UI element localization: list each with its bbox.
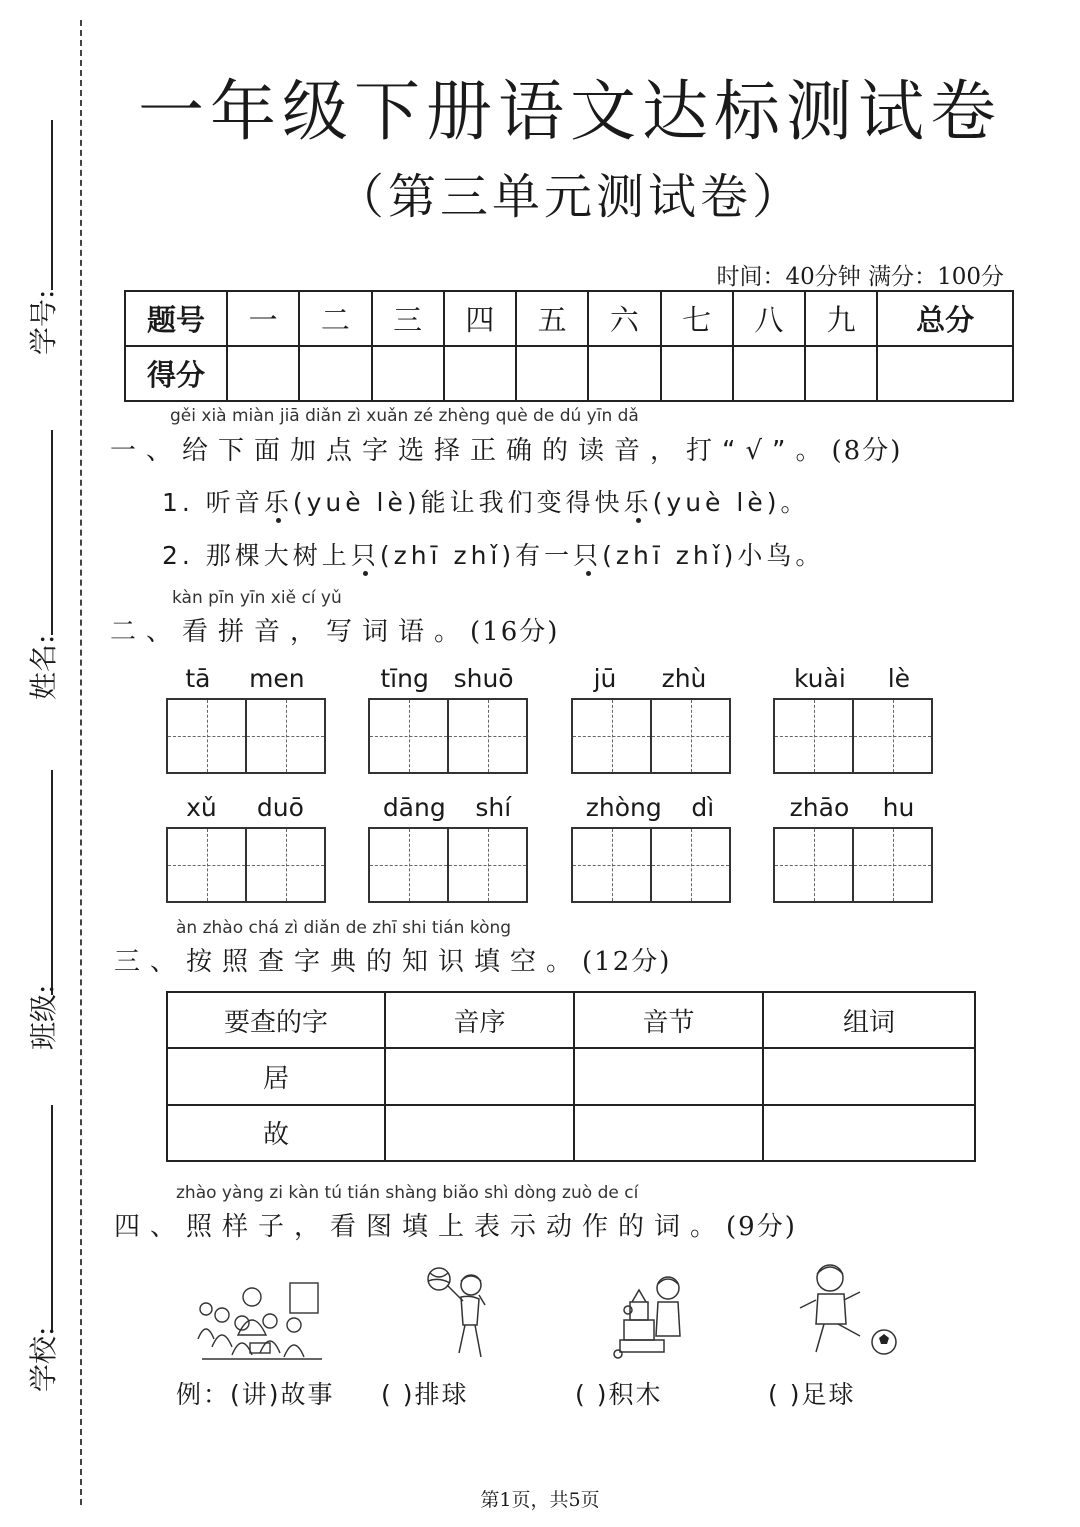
answer-cell[interactable] (574, 1048, 763, 1104)
pinyin-syllable: dì (691, 793, 715, 822)
page-footer: 第1页，共5页 (480, 1489, 600, 1511)
blank-blocks[interactable]: ( )积木 (575, 1380, 663, 1409)
section1-pinyin: gěi xià miàn jiā diǎn zì xuǎn zé zhèng què de dú yīn dǎ (170, 406, 639, 426)
writing-grid[interactable] (368, 698, 528, 774)
dotted-char: 乐 (263, 488, 293, 517)
section2-heading (110, 611, 559, 648)
pinyin-word-box[interactable] (368, 793, 526, 903)
pinyin-syllable: shuō (453, 664, 514, 693)
score-cell-total[interactable] (877, 346, 1013, 401)
section1-heading (110, 430, 902, 467)
score-label: 得分 (125, 346, 227, 401)
section2-pinyin: kàn pīn yīn xiě cí yǔ (172, 588, 342, 608)
binding-dashed-line (80, 20, 82, 1505)
header-syllable: 音节 (574, 992, 763, 1048)
lookup-char: 居 (167, 1048, 385, 1104)
pinyin-word-box[interactable] (773, 793, 931, 903)
writing-grid[interactable] (166, 827, 326, 903)
lookup-char: 故 (167, 1105, 385, 1161)
answer-cell[interactable] (385, 1105, 574, 1161)
section3-pinyin: àn zhào chá zì diǎn de zhī shi tián kòng (176, 918, 512, 938)
score-col: 六 (588, 291, 660, 346)
score-cell[interactable] (372, 346, 444, 401)
score-col-total: 总分 (877, 291, 1013, 346)
pinyin-syllable: zhù (661, 664, 707, 693)
section1-heading-text: 一、给下面加点字选择正确的读音，打 (110, 436, 723, 466)
answer-cell[interactable] (763, 1105, 975, 1161)
exam-meta (717, 258, 1005, 291)
header-word: 组词 (763, 992, 975, 1048)
score-col: 七 (661, 291, 733, 346)
q1-text-e[interactable]: (yuè lè)。 (652, 488, 810, 517)
score-col: 五 (516, 291, 588, 346)
section2-score: (16分) (470, 617, 560, 647)
dotted-char: 只 (573, 541, 603, 570)
pinyin-syllable: lè (887, 664, 911, 693)
pinyin-syllable: xǔ (186, 793, 217, 822)
class-label: 班级: (27, 984, 60, 1050)
volleyball-player-illustration (425, 1265, 500, 1365)
section4-pinyin: zhào yàng zi kàn tú tián shàng biǎo shì dòng zuò de cí (176, 1183, 639, 1203)
section4-score: (9分) (726, 1212, 797, 1242)
name-line (51, 430, 53, 635)
section4-heading (114, 1206, 797, 1243)
answer-cell[interactable] (574, 1105, 763, 1161)
writing-grid[interactable] (571, 698, 731, 774)
score-col: 三 (372, 291, 444, 346)
pinyin-word-box[interactable] (166, 793, 324, 903)
section3-score: (12分) (582, 947, 672, 977)
score-cell[interactable] (227, 346, 299, 401)
pinyin-word-box[interactable] (166, 664, 324, 774)
q1-text-c[interactable]: (yuè lè)能让我们变得快 (292, 488, 624, 517)
score-table-header-row (125, 291, 1013, 346)
pinyin-syllable: kuài (793, 664, 846, 693)
pinyin-syllable: hu (882, 793, 915, 822)
writing-grid[interactable] (773, 698, 933, 774)
section2-heading-text: 二、看拼音，写词语。 (110, 617, 471, 647)
storytelling-illustration (192, 1275, 332, 1365)
pinyin-syllable: dāng (382, 793, 446, 822)
writing-grid[interactable] (773, 827, 933, 903)
score-cell[interactable] (516, 346, 588, 401)
pinyin-syllable: duō (256, 793, 304, 822)
question-1-2 (162, 536, 824, 572)
blank-football[interactable]: ( )足球 (768, 1380, 856, 1409)
section1-score: (8分) (831, 436, 903, 466)
section3-heading-text: 三、按照查字典的知识填空。 (114, 947, 583, 977)
header-initial: 音序 (385, 992, 574, 1048)
student-id-label: 学号: (27, 289, 60, 355)
header-char: 要查的字 (167, 992, 385, 1048)
school-label: 学校: (27, 1326, 60, 1392)
pinyin-word-box[interactable] (571, 793, 729, 903)
writing-grid[interactable] (571, 827, 731, 903)
dotted-char: 乐 (623, 488, 653, 517)
score-col: 一 (227, 291, 299, 346)
blank-volleyball[interactable]: ( )排球 (381, 1380, 469, 1409)
football-player-illustration (794, 1258, 904, 1363)
score-cell[interactable] (299, 346, 371, 401)
score-cell[interactable] (805, 346, 877, 401)
score-cell[interactable] (588, 346, 660, 401)
class-line (51, 770, 53, 995)
score-table (124, 290, 1014, 402)
name-label: 姓名: (27, 634, 60, 700)
section1-heading-mark: “√”。 (722, 436, 832, 466)
score-table-score-row (125, 346, 1013, 401)
full-score-label: 满分：100分 (868, 264, 1004, 290)
q2-text-e[interactable]: (zhī zhǐ)小鸟。 (602, 541, 825, 570)
dotted-char: 只 (350, 541, 380, 570)
pinyin-syllable: zhòng (585, 793, 662, 822)
score-col: 八 (733, 291, 805, 346)
answer-cell[interactable] (385, 1048, 574, 1104)
score-cell[interactable] (444, 346, 516, 401)
score-col: 二 (299, 291, 371, 346)
pinyin-syllable: shí (475, 793, 512, 822)
pinyin-syllable: jū (593, 664, 617, 693)
pinyin-word-box[interactable] (773, 664, 931, 774)
writing-grid[interactable] (368, 827, 528, 903)
section3-heading (114, 941, 671, 978)
question-number-label: 题号 (125, 291, 227, 346)
dictionary-header-row (167, 992, 975, 1048)
writing-grid[interactable] (166, 698, 326, 774)
pinyin-syllable: zhāo (789, 793, 850, 822)
page-title: 一年级下册语文达标测试卷 (138, 73, 1002, 150)
pinyin-syllable: men (249, 664, 305, 693)
pinyin-word-box[interactable] (368, 664, 526, 774)
q2-text-c[interactable]: (zhī zhǐ)有一 (379, 541, 574, 570)
score-cell[interactable] (733, 346, 805, 401)
answer-cell[interactable] (763, 1048, 975, 1104)
school-line (51, 1105, 53, 1330)
example-item: 例：(讲)故事 (176, 1380, 335, 1409)
pinyin-syllable: tā (185, 664, 211, 693)
page-subtitle: （第三单元测试卷） (335, 169, 804, 225)
score-col: 四 (444, 291, 516, 346)
section4-heading-text: 四、照样子，看图填上表示动作的词。 (114, 1212, 727, 1242)
dictionary-row (167, 1105, 975, 1161)
pinyin-word-box[interactable] (571, 664, 729, 774)
score-cell[interactable] (661, 346, 733, 401)
question-1-1 (162, 483, 809, 519)
dictionary-table (166, 991, 976, 1162)
q1-text-a: 1. 听音 (162, 488, 264, 517)
building-blocks-illustration (612, 1270, 692, 1360)
dictionary-row (167, 1048, 975, 1104)
score-col: 九 (805, 291, 877, 346)
q2-text-a: 2. 那棵大树上 (162, 541, 351, 570)
time-label: 时间：40分钟 (716, 264, 861, 290)
pinyin-syllable: tīng (380, 664, 429, 693)
